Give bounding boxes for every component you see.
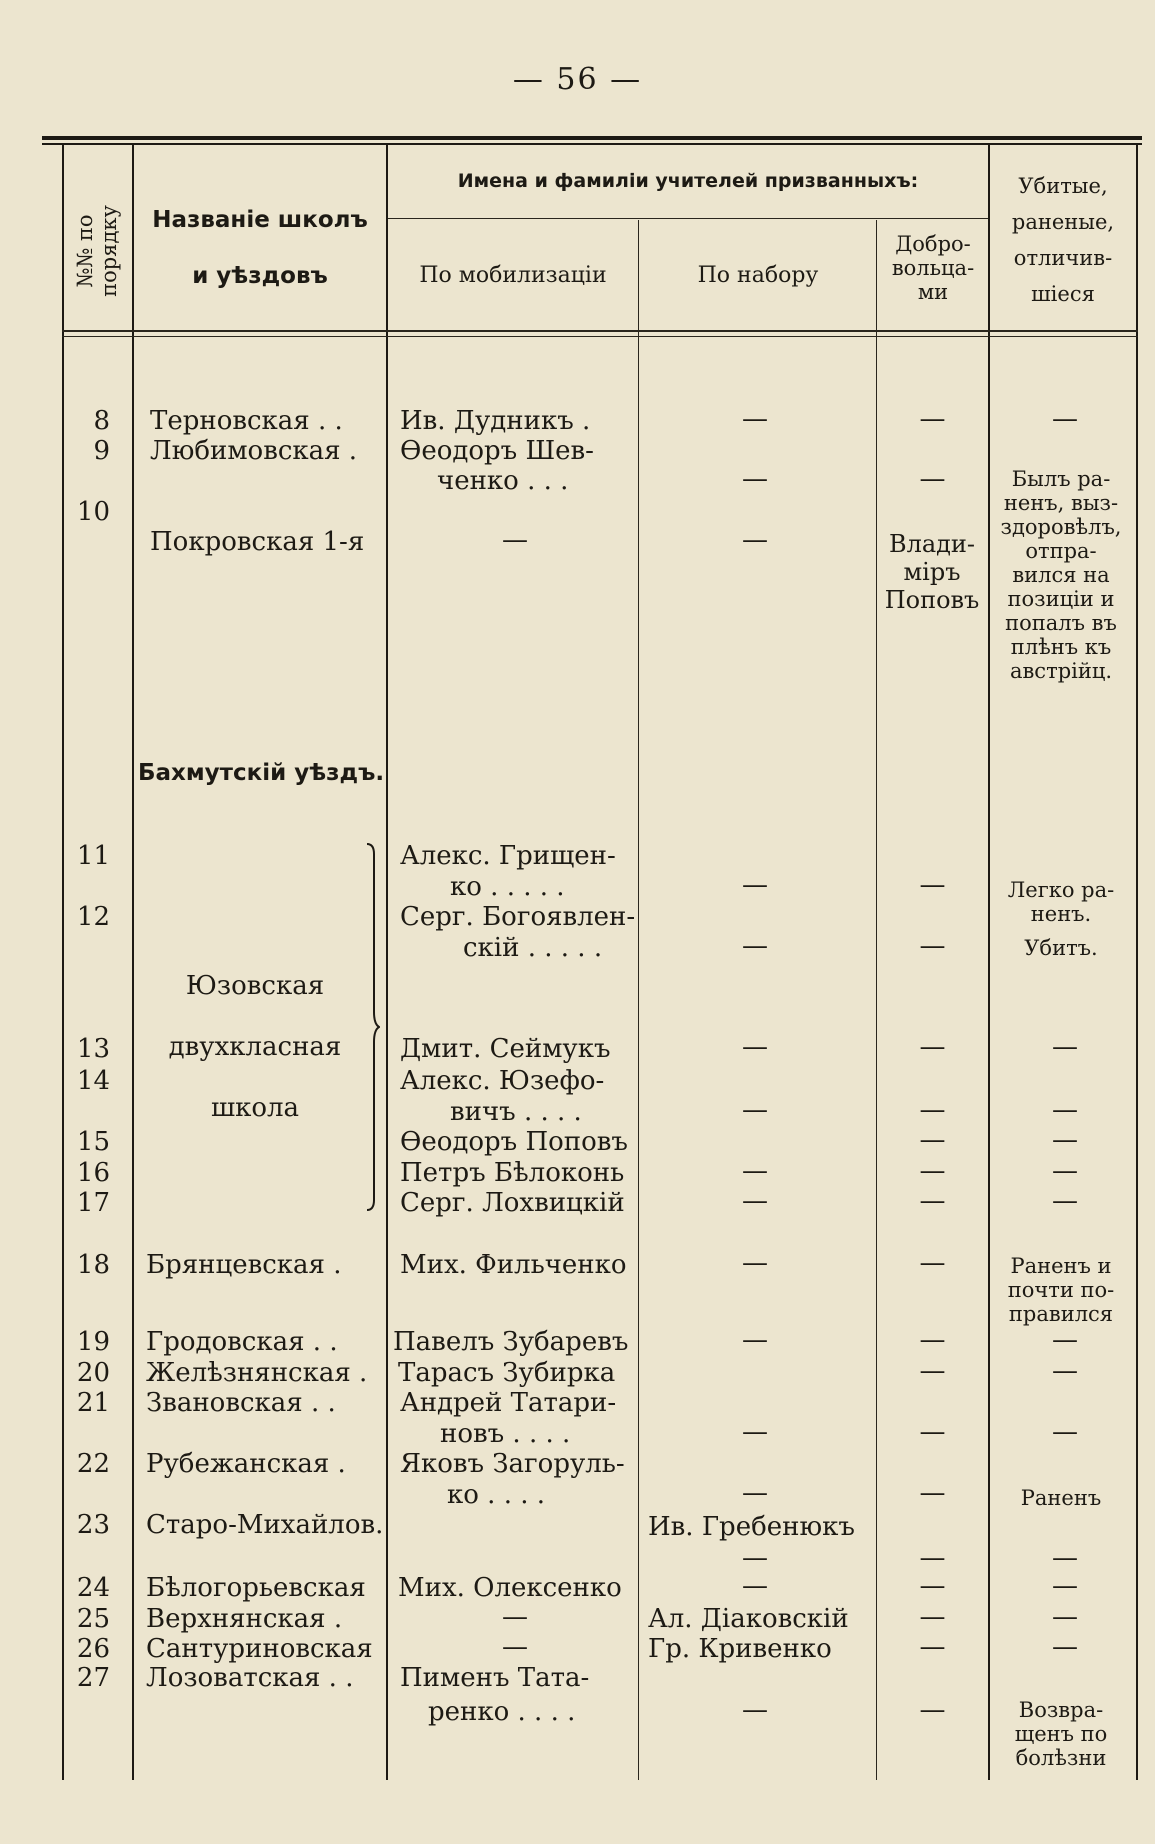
header-remarks-line: раненые, xyxy=(1011,210,1115,234)
empty-dash: — xyxy=(919,1095,946,1125)
row-number: 16 xyxy=(76,1158,110,1188)
remark xyxy=(991,467,1131,683)
header-remarks-line: Убитые, xyxy=(1018,174,1108,198)
remark: Убитъ. xyxy=(1024,936,1098,960)
header-remarks-line: отличив- xyxy=(1013,246,1113,270)
header-bottom-rule-thin xyxy=(62,336,1138,337)
school-group-brace xyxy=(364,842,380,1212)
school-name: Верхнянская . xyxy=(146,1604,343,1634)
remark-line: попалъ въ xyxy=(1005,611,1117,635)
row-number: 23 xyxy=(76,1510,110,1540)
school-name: Лозоватская . . xyxy=(146,1663,354,1693)
row-number: 11 xyxy=(76,841,110,871)
col-divider xyxy=(638,220,639,1780)
remark-line: вился на xyxy=(1012,563,1110,587)
empty-dash: — xyxy=(919,1417,946,1447)
empty-dash: — xyxy=(919,1543,946,1573)
teacher-mobilized: Петръ Бѣлоконь xyxy=(400,1158,625,1188)
remark: Раненъ xyxy=(1020,1486,1102,1510)
row-number: 27 xyxy=(76,1663,110,1693)
header-remarks-line: шіеся xyxy=(1031,282,1095,306)
row-number: 20 xyxy=(76,1358,110,1388)
remark-line: ненъ. xyxy=(1030,902,1092,926)
remark-line: болѣзни xyxy=(1015,1746,1107,1770)
school-group-line: Юзовская xyxy=(185,971,325,1001)
remark-line: плѣнъ къ xyxy=(1010,635,1112,659)
top-rule-thin xyxy=(42,143,1142,145)
teacher-mobilized: Ѳеодоръ Шев- xyxy=(400,436,594,466)
volunteer-line: Влади- xyxy=(888,530,976,558)
school-name: Гродовская . . xyxy=(146,1327,338,1357)
col-divider xyxy=(876,220,877,1780)
empty-dash: — xyxy=(919,870,946,900)
empty-dash: — xyxy=(919,1602,946,1632)
volunteer-line: Поповъ xyxy=(884,586,980,614)
empty-dash: — xyxy=(742,1478,768,1508)
row-number: 26 xyxy=(76,1634,110,1664)
school-group-line: школа xyxy=(210,1093,300,1123)
row-number: 9 xyxy=(93,436,110,466)
school-name: Покровская 1-я xyxy=(150,527,365,557)
remark-line: ненъ, выз- xyxy=(1003,491,1119,515)
empty-dash: — xyxy=(1052,1417,1078,1447)
empty-dash: — xyxy=(742,1186,768,1216)
empty-dash: — xyxy=(1052,1543,1078,1573)
remark-line: здоровѣлъ, xyxy=(1000,515,1122,539)
header-col-number xyxy=(62,165,132,325)
remark-line: Былъ ра- xyxy=(1011,467,1111,491)
empty-dash: — xyxy=(742,931,768,961)
empty-dash: — xyxy=(502,1602,528,1632)
empty-dash: — xyxy=(502,1632,528,1662)
header-school-line: и уѣздовъ xyxy=(192,263,328,289)
remark-line: Возвра- xyxy=(1018,1698,1104,1722)
row-number: 12 xyxy=(76,902,110,932)
header-col-number-text: №№ по порядку xyxy=(73,205,121,297)
remark-line: щенъ по xyxy=(1014,1722,1108,1746)
teacher-mobilized: Мих. Олексенко xyxy=(398,1573,622,1603)
teacher-mobilized: Серг. Лохвицкій xyxy=(400,1188,625,1218)
volunteer-line: міръ xyxy=(903,558,961,586)
row-number: 24 xyxy=(76,1573,110,1603)
empty-dash: — xyxy=(919,1032,946,1062)
col-divider xyxy=(386,145,388,1780)
empty-dash: — xyxy=(919,1248,946,1278)
remark-line: Легко ра- xyxy=(1007,878,1115,902)
row-number: 18 xyxy=(76,1250,110,1280)
teacher-mobilized: Мих. Фильченко xyxy=(400,1250,627,1280)
remark-line: Раненъ и xyxy=(1010,1254,1112,1278)
teacher-mobilized: Алекс. Грищен- xyxy=(400,841,616,871)
row-number: 13 xyxy=(76,1034,110,1064)
school-name: Старо-Михайлов. xyxy=(146,1510,384,1540)
empty-dash: — xyxy=(919,1356,946,1386)
row-number: 17 xyxy=(76,1188,110,1218)
teacher-mobilized: Серг. Богоявлен- xyxy=(400,902,636,932)
header-subrule xyxy=(388,218,988,219)
empty-dash: — xyxy=(919,1125,946,1155)
header-bottom-rule xyxy=(62,330,1138,332)
remark-line: правился xyxy=(1008,1302,1114,1326)
school-group-line: двухкласная xyxy=(168,1032,342,1062)
page-number: — 56 — xyxy=(512,62,643,97)
empty-dash: — xyxy=(919,1186,946,1216)
teacher-mobilized: Дмит. Сеймукъ xyxy=(400,1034,611,1064)
empty-dash: — xyxy=(742,525,768,555)
empty-dash: — xyxy=(742,1695,768,1725)
empty-dash: — xyxy=(742,1156,768,1186)
school-name: Сантуриновская xyxy=(146,1634,373,1664)
empty-dash: — xyxy=(919,931,946,961)
row-number: 22 xyxy=(76,1449,110,1479)
teacher-mobilized: Ѳеодоръ Поповъ xyxy=(400,1127,628,1157)
teacher-nabor: Ал. Діаковскій xyxy=(648,1604,849,1634)
teacher-nabor: Ив. Гребенюкъ xyxy=(648,1512,855,1542)
col-divider xyxy=(132,145,134,1780)
empty-dash: — xyxy=(742,1325,768,1355)
remark-line: позиціи и xyxy=(1007,587,1115,611)
teacher-mobilized-cont: ко . . . . xyxy=(447,1480,546,1510)
row-number: 15 xyxy=(76,1127,110,1157)
school-name: Желѣзнянская . xyxy=(146,1358,368,1388)
empty-dash: — xyxy=(919,1156,946,1186)
empty-dash: — xyxy=(742,464,768,494)
empty-dash: — xyxy=(1052,1032,1078,1062)
header-col-nabor: По набору xyxy=(697,263,819,288)
row-number: 8 xyxy=(93,406,110,436)
school-name: Любимовская . xyxy=(150,436,358,466)
empty-dash: — xyxy=(742,1417,768,1447)
empty-dash: — xyxy=(742,1095,768,1125)
empty-dash: — xyxy=(1052,1095,1078,1125)
row-number: 25 xyxy=(76,1604,110,1634)
col-divider xyxy=(988,145,990,1780)
empty-dash: — xyxy=(1052,1325,1078,1355)
empty-dash: — xyxy=(742,404,768,434)
teacher-mobilized-cont: ренко . . . . xyxy=(428,1697,576,1727)
section-title: Бахмутскій уѣздъ. xyxy=(138,760,385,786)
remark xyxy=(991,1698,1131,1770)
remark-line: почти по- xyxy=(1007,1278,1115,1302)
remark-line: австрійц. xyxy=(1009,659,1113,683)
header-vol-line: ми xyxy=(917,280,949,304)
table-border-right xyxy=(1136,145,1138,1780)
empty-dash: — xyxy=(1052,404,1078,434)
header-vol-line: Добро- xyxy=(895,232,971,256)
remark-line: отпра- xyxy=(1025,539,1097,563)
remark xyxy=(991,1254,1131,1326)
school-group-label xyxy=(135,956,375,1139)
teacher-mobilized: Павелъ Зубаревъ xyxy=(393,1327,629,1357)
empty-dash: — xyxy=(919,1695,946,1725)
empty-dash: — xyxy=(1052,1602,1078,1632)
teacher-nabor: Гр. Кривенко xyxy=(648,1634,832,1664)
teacher-mobilized: Тарасъ Зубирка xyxy=(398,1358,616,1388)
empty-dash: — xyxy=(742,1248,768,1278)
header-col-volunteers xyxy=(878,232,988,304)
row-number: 19 xyxy=(76,1327,110,1357)
remark xyxy=(991,878,1131,926)
teacher-mobilized-cont: ко . . . . . xyxy=(450,872,565,902)
school-name: Бѣлогорьевская xyxy=(146,1573,366,1603)
empty-dash: — xyxy=(919,1632,946,1662)
teacher-mobilized: Яковъ Загоруль- xyxy=(400,1449,625,1479)
empty-dash: — xyxy=(1052,1156,1078,1186)
row-number: 14 xyxy=(76,1066,110,1096)
empty-dash: — xyxy=(1052,1571,1078,1601)
header-col-names: Имена и фамиліи учителей призванныхъ: xyxy=(457,170,919,192)
empty-dash: — xyxy=(1052,1356,1078,1386)
empty-dash: — xyxy=(502,525,528,555)
empty-dash: — xyxy=(1052,1632,1078,1662)
row-number: 10 xyxy=(76,497,110,527)
header-col-school xyxy=(134,192,386,304)
header-col-remarks xyxy=(990,168,1136,312)
teacher-mobilized: Ив. Дудникъ . xyxy=(400,406,591,436)
empty-dash: — xyxy=(742,1571,768,1601)
empty-dash: — xyxy=(919,1325,946,1355)
teacher-mobilized-cont: новъ . . . . xyxy=(440,1419,571,1449)
teacher-mobilized: Алекс. Юзефо- xyxy=(400,1066,605,1096)
school-name: Рубежанская . xyxy=(146,1449,346,1479)
empty-dash: — xyxy=(742,1543,768,1573)
row-number: 21 xyxy=(76,1388,110,1418)
empty-dash: — xyxy=(919,1571,946,1601)
header-col-mobilization: По мобилизаціи xyxy=(419,263,607,288)
school-name: Брянцевская . xyxy=(146,1250,342,1280)
teacher-mobilized-cont: вичъ . . . . xyxy=(450,1097,582,1127)
teacher-mobilized: Андрей Татари- xyxy=(400,1388,617,1418)
top-rule xyxy=(42,136,1142,140)
header-school-line: Названіе школъ xyxy=(152,207,368,233)
empty-dash: — xyxy=(1052,1186,1078,1216)
volunteer-name xyxy=(878,530,986,614)
header-vol-line: вольца- xyxy=(891,256,975,280)
empty-dash: — xyxy=(919,1478,946,1508)
teacher-mobilized-cont: скій . . . . . xyxy=(463,933,603,963)
teacher-mobilized-cont: ченко . . . xyxy=(437,466,569,496)
teacher-mobilized: Пименъ Тата- xyxy=(400,1663,590,1693)
school-name: Звановская . . xyxy=(146,1388,336,1418)
empty-dash: — xyxy=(1052,1125,1078,1155)
empty-dash: — xyxy=(919,404,946,434)
empty-dash: — xyxy=(742,870,768,900)
school-name: Терновская . . xyxy=(150,406,343,436)
empty-dash: — xyxy=(919,464,946,494)
empty-dash: — xyxy=(742,1032,768,1062)
